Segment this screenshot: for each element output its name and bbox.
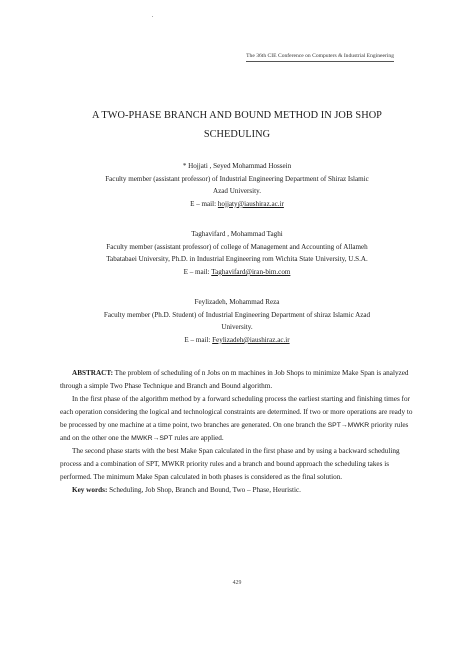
affiliation-line: Faculty member (assistant professor) of college of Management and Accounting of Allameh [106, 242, 368, 251]
keywords-text: Scheduling, Job Shop, Branch and Bound, Two – Phase, Heuristic. [107, 486, 301, 494]
title-line-1: A TWO-PHASE BRANCH AND BOUND METHOD IN JOB SHOP [92, 110, 382, 121]
author-affiliation [60, 309, 414, 334]
email-link[interactable]: Taghavifard@iran-bim.com [211, 267, 291, 276]
email-link[interactable]: hojjaty@iaushiraz.ac.ir [217, 199, 284, 208]
author-affiliation [60, 173, 414, 198]
author-name: Taghavifard , Mohammad Taghi [191, 230, 283, 238]
author-email-line [60, 198, 414, 211]
abstract-text: In the first phase of the algorithm method by a forward scheduling process the earliest starting and finishing times for each operation considering the logical and technological constraints are determined. If two or more operations are ready to be processed by one machine at a time point, two branches are generated. On one branch the [60, 395, 413, 429]
author-name: * Hojjati , Seyed Mohammad Hossein [182, 162, 292, 170]
affiliation-line: Tabatabaei University, Ph.D. in Industrial Engineering rom Wichita State University, U.S.A. [106, 255, 368, 264]
email-prefix: E – mail: [190, 199, 218, 208]
abstract-text: The problem of scheduling of n Jobs on m machines in Job Shops to minimize Make Span is analyzed through a simple Two Phase Technique and Branch and Bound algorithm. [60, 369, 409, 390]
abstract-paragraph-1 [60, 367, 416, 393]
affiliation-line: Azad University. [212, 187, 261, 196]
author-name: Feylizadeh, Mohammad Reza [194, 298, 280, 306]
email-prefix: E – mail: [183, 267, 212, 276]
affiliation-line: University. [221, 323, 253, 332]
page-number: 429 [232, 580, 242, 586]
author-email-line [60, 266, 414, 279]
abstract-paragraph-3 [60, 445, 416, 484]
abstract-label: ABSTRACT: [72, 369, 114, 377]
author-block-3 [60, 296, 414, 346]
author-block-1 [60, 160, 414, 210]
abstract-text: The second phase starts with the best Make Span calculated in the first phase and by using a backward scheduling process and a combination of SPT, MWKR priority rules and a branch and bound approach the scheduling takes is performed. The minimum Make Span calculated in both phases is considered as the final solution. [60, 447, 400, 481]
abstract-text: priority rules and on the other one the [60, 421, 409, 442]
affiliation-line: Faculty member (assistant professor) of Industrial Engineering Department of Shiraz Islamic [105, 174, 369, 183]
scan-speck [152, 16, 153, 17]
email-link[interactable]: Feylizadeh@iaushiraz.ac.ir [212, 335, 290, 344]
author-block-2 [60, 228, 414, 278]
title-line-2: SCHEDULING [203, 129, 271, 140]
priority-rule-2: MWKR→SPT [131, 435, 173, 442]
keywords-paragraph [60, 484, 416, 497]
keywords-label: Key words: [72, 486, 108, 494]
abstract-paragraph-2 [60, 393, 416, 445]
abstract-section [60, 367, 416, 497]
abstract-text: rules are applied. [172, 434, 224, 442]
affiliation-line: Faculty member (Ph.D. Student) of Industrial Engineering Department of shiraz Islamic Azad [103, 310, 371, 319]
email-prefix: E – mail: [184, 335, 213, 344]
paper-title [60, 106, 414, 144]
priority-rule-1: SPT→MWKR [327, 422, 370, 429]
author-email-line [60, 334, 414, 347]
conference-header: The 36th CIE Conference on Computers & Industrial Engineering [246, 53, 394, 62]
author-affiliation [60, 241, 414, 266]
